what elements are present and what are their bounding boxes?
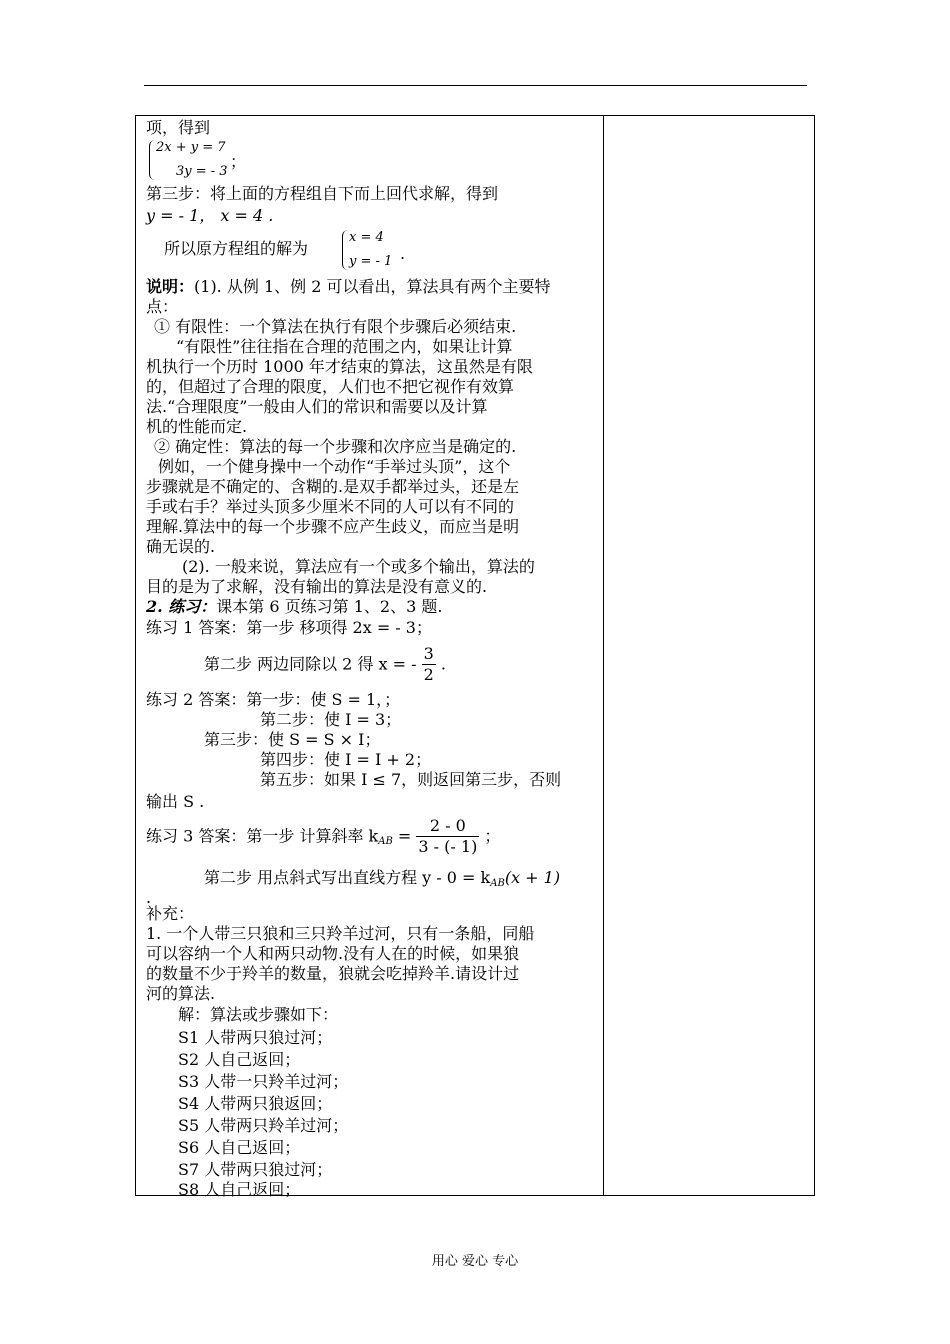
exercise-2-step-4: 第四步：使 I = I + 2； [260, 750, 432, 769]
supplement-label: 补充： [146, 904, 195, 923]
supplement-line-4: 河的算法. [146, 984, 216, 1003]
property-1-line-2: 机执行一个历时 1000 年才结束的算法，这虽然是有限 [146, 357, 533, 376]
slope-denominator: 3 - (- 1) [418, 837, 478, 856]
fraction-denominator: 2 [423, 665, 434, 684]
property-2-line-3: 手或右手？举过头顶多少厘米不同的人可以有不同的 [146, 497, 515, 516]
algorithm-step: S1 人带两只狼过河； [178, 1028, 333, 1047]
equation-brace [149, 140, 155, 180]
property-1-line-3: 的，但超过了合理的限度，人们也不把它视作有效算 [146, 377, 515, 396]
system-tail: ； [230, 152, 247, 171]
exercise-1-step-1: 练习 1 答案：第一步 移项得 2x = - 3； [146, 618, 432, 637]
line-equation-tail: (x + 1) [504, 868, 561, 887]
property-1-line-4: 法.“合理限度”一般由人们的常识和需要以及计算 [146, 397, 488, 416]
page-footer: 用心 爱心 专心 [431, 1254, 519, 1269]
exercise-3-step-1: 练习 3 答案：第一步 计算斜率 k [146, 826, 379, 846]
property-1-line-1: “有限性”往往指在合理的范围之内，如果让计算 [176, 337, 513, 356]
exercise-2-step-3: 第三步：使 S = S × I； [204, 730, 381, 749]
system-equation-1: 2x + y = 7 [156, 140, 226, 155]
exercise-3-tail: ； [484, 826, 501, 846]
algorithm-step: S6 人自己返回； [178, 1138, 301, 1157]
algorithm-step: S4 人带两只狼返回； [178, 1094, 333, 1113]
exercise-3-dot: . [146, 888, 152, 907]
exercise-text: 课本第 6 页练习第 1、2、3 题. [216, 597, 443, 616]
exercise-label: 2. 练习： [146, 597, 217, 616]
slope-equals: = [397, 826, 412, 846]
solution-prefix: 所以原方程组的解为 [164, 239, 309, 258]
supplement-line-3: 的数量不少于羚羊的数量，狼就会吃掉羚羊.请设计过 [146, 964, 520, 983]
algorithm-step: S8 人自己返回； [178, 1180, 301, 1199]
property-2-line-5: 确无误的. [146, 537, 216, 556]
note-1-line-1: (1). 从例 1、例 2 可以看出，算法具有两个主要特 [194, 277, 551, 296]
slope-subscript: AB [378, 836, 393, 847]
slope-fraction [416, 816, 479, 857]
solution-brace [342, 230, 348, 270]
property-2-line-4: 理解.算法中的每一个步骤不应产生歧义，而应当是明 [146, 517, 520, 536]
property-2-line-1: 例如，一个健身操中一个动作“手举过头顶”，这个 [158, 457, 511, 476]
lesson-table [135, 115, 815, 1199]
exercise-2-step-2: 第二步：使 I = 3； [260, 710, 402, 729]
header-rule [144, 85, 807, 86]
property-2-line-2: 步骤就是不确定的、含糊的.是双手都举过头，还是左 [146, 477, 520, 496]
step3-line-1: 第三步：将上面的方程组自下而上回代求解，得到 [146, 184, 499, 203]
supplement-solution: 解：算法或步骤如下： [178, 1005, 339, 1024]
property-1-title: ① 有限性：一个算法在执行有限个步骤后必须结束. [154, 317, 517, 336]
supplement-line-1: 1. 一个人带三只狼和三只羚羊过河，只有一条船，同船 [146, 924, 535, 943]
text-line: 项，得到 [146, 118, 211, 137]
system-equation-2: 3y = - 3 [176, 164, 228, 179]
solution-equation-2: y = - 1 [349, 254, 393, 269]
property-2-title: ② 确定性：算法的每一个步骤和次序应当是确定的. [154, 437, 517, 456]
notes-column [606, 116, 814, 1195]
note-1-line-2: 点： [146, 297, 179, 316]
exercise-1-step-2: 第二步 两边同除以 2 得 x = - [204, 654, 417, 674]
solution-tail: . [400, 244, 406, 263]
note-label: 说明： [146, 277, 195, 296]
column-divider [603, 116, 604, 1195]
algorithm-step: S5 人带两只羚羊过河； [178, 1116, 349, 1135]
exercise-1-tail: . [440, 654, 447, 674]
algorithm-step: S2 人自己返回； [178, 1050, 301, 1069]
algorithm-step: S7 人带两只狼过河； [178, 1160, 333, 1179]
exercise-2-step-5: 第五步：如果 I ≤ 7，则返回第三步，否则 [260, 770, 562, 789]
note-2-line-1: (2). 一般来说，算法应有一个或多个输出，算法的 [182, 557, 535, 576]
exercise-2-step-1: 练习 2 答案：第一步：使 S = 1，； [146, 690, 401, 709]
step3-line-2: y = - 1， x = 4 . [146, 206, 274, 225]
solution-equation-1: x = 4 [349, 230, 384, 245]
exercise-3-step-2: 第二步 用点斜式写出直线方程 y - 0 = k [204, 868, 491, 887]
fraction-three-halves [422, 644, 436, 685]
algorithm-step: S3 人带一只羚羊过河； [178, 1072, 349, 1091]
slope-numerator: 2 - 0 [429, 816, 466, 835]
line-subscript: AB [490, 878, 505, 889]
property-1-line-5: 机的性能而定. [146, 417, 248, 436]
fraction-numerator: 3 [423, 644, 434, 663]
supplement-line-2: 可以容纳一个人和两只动物.没有人在的时候，如果狼 [146, 944, 520, 963]
exercise-2-step-6: 输出 S . [146, 792, 205, 811]
note-2-line-2: 目的是为了求解，没有输出的算法是没有意义的. [146, 577, 488, 596]
